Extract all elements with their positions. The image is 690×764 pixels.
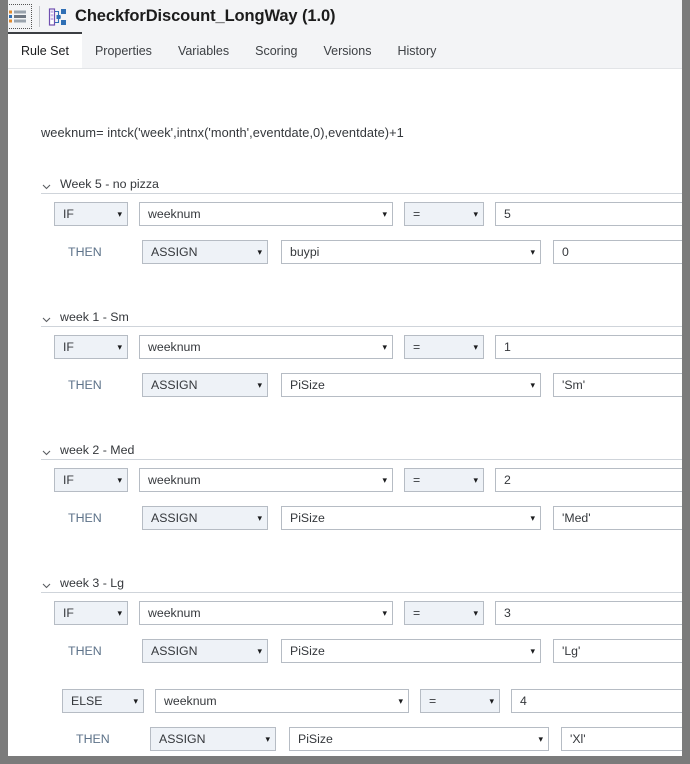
condition-value-input-1[interactable] bbox=[495, 335, 682, 359]
action-keyword-label-0: THEN bbox=[68, 245, 102, 259]
action-verb-label: ASSIGN bbox=[151, 378, 198, 392]
chevron-down-icon: ▾ bbox=[382, 474, 387, 485]
action-verb-select-3[interactable] bbox=[142, 639, 268, 663]
action-verb-label: ASSIGN bbox=[151, 245, 198, 259]
chevron-down-icon: ▾ bbox=[530, 512, 535, 523]
group-header-3[interactable] bbox=[41, 574, 682, 592]
tab-properties[interactable] bbox=[82, 33, 165, 68]
action-value-text: 'Sm' bbox=[562, 378, 586, 392]
action-value-text: 'Med' bbox=[562, 511, 591, 525]
tab-versions[interactable] bbox=[311, 33, 385, 68]
condition-value-input-3[interactable] bbox=[495, 601, 682, 625]
action-value-input-0[interactable] bbox=[553, 240, 682, 264]
chevron-down-icon: ▾ bbox=[257, 379, 262, 390]
page-title: CheckforDiscount_LongWay (1.0) bbox=[75, 7, 336, 25]
condition-operator-select-3[interactable] bbox=[404, 601, 484, 625]
else-value-text: 4 bbox=[520, 694, 527, 708]
chevron-down-icon bbox=[41, 578, 52, 589]
rule-canvas bbox=[8, 69, 682, 756]
condition-operand-label: weeknum bbox=[148, 606, 201, 620]
else-action-value-input-3[interactable] bbox=[561, 727, 682, 751]
condition-value-input-0[interactable] bbox=[495, 202, 682, 226]
condition-operand-label: weeknum bbox=[148, 340, 201, 354]
condition-operand-label: weeknum bbox=[148, 473, 201, 487]
condition-operand-select-2[interactable] bbox=[139, 468, 393, 492]
chevron-down-icon bbox=[41, 445, 52, 456]
tab-rule-set[interactable] bbox=[8, 32, 82, 68]
chevron-down-icon bbox=[41, 179, 52, 190]
tab-variables[interactable] bbox=[165, 33, 242, 68]
action-row-0 bbox=[68, 240, 682, 264]
condition-keyword-label: IF bbox=[63, 207, 74, 221]
chevron-down-icon: ▾ bbox=[117, 474, 122, 485]
action-target-select-3[interactable] bbox=[281, 639, 541, 663]
action-keyword-label-1: THEN bbox=[68, 378, 102, 392]
condition-operator-label: = bbox=[413, 473, 421, 487]
condition-keyword-label: IF bbox=[63, 340, 74, 354]
group-title: week 1 - Sm bbox=[60, 310, 129, 324]
chevron-down-icon: ▾ bbox=[530, 246, 535, 257]
condition-keyword-label: IF bbox=[63, 606, 74, 620]
else-keyword-label: ELSE bbox=[71, 694, 103, 708]
tab-label: Scoring bbox=[255, 43, 298, 58]
condition-keyword-select-1[interactable] bbox=[54, 335, 128, 359]
action-target-label: buypi bbox=[290, 245, 320, 259]
action-verb-select-1[interactable] bbox=[142, 373, 268, 397]
condition-value-input-2[interactable] bbox=[495, 468, 682, 492]
chevron-down-icon: ▾ bbox=[382, 607, 387, 618]
chevron-down-icon: ▾ bbox=[398, 695, 403, 706]
chevron-down-icon: ▾ bbox=[265, 733, 270, 744]
chevron-down-icon: ▾ bbox=[117, 341, 122, 352]
condition-keyword-label: IF bbox=[63, 473, 74, 487]
chevron-down-icon: ▾ bbox=[530, 645, 535, 656]
condition-operator-select-0[interactable] bbox=[404, 202, 484, 226]
chevron-down-icon: ▾ bbox=[473, 208, 478, 219]
group-title: Week 5 - no pizza bbox=[60, 177, 159, 191]
condition-value-text: 1 bbox=[504, 340, 511, 354]
chevron-down-icon: ▾ bbox=[257, 246, 262, 257]
action-verb-select-0[interactable] bbox=[142, 240, 268, 264]
condition-operand-select-1[interactable] bbox=[139, 335, 393, 359]
condition-operator-select-2[interactable] bbox=[404, 468, 484, 492]
action-target-label: PiSize bbox=[290, 378, 325, 392]
chevron-down-icon: ▾ bbox=[473, 474, 478, 485]
action-value-text: 0 bbox=[562, 245, 569, 259]
group-divider-0 bbox=[41, 193, 682, 194]
tab-label: History bbox=[397, 43, 437, 58]
condition-operator-select-1[interactable] bbox=[404, 335, 484, 359]
action-target-select-1[interactable] bbox=[281, 373, 541, 397]
chevron-down-icon: ▾ bbox=[382, 208, 387, 219]
condition-value-text: 2 bbox=[504, 473, 511, 487]
action-verb-label: ASSIGN bbox=[151, 511, 198, 525]
else-action-target-select-3[interactable] bbox=[289, 727, 549, 751]
chevron-down-icon bbox=[41, 312, 52, 323]
chevron-down-icon: ▾ bbox=[257, 645, 262, 656]
action-keyword-label-3: THEN bbox=[68, 644, 102, 658]
tab-label: Properties bbox=[94, 43, 152, 58]
action-target-label: PiSize bbox=[290, 511, 325, 525]
else-action-target-label: PiSize bbox=[298, 732, 333, 746]
action-verb-select-2[interactable] bbox=[142, 506, 268, 530]
action-value-input-1[interactable] bbox=[553, 373, 682, 397]
toolbar-divider bbox=[39, 6, 40, 27]
action-row-1 bbox=[68, 373, 682, 397]
else-value-input-3[interactable] bbox=[511, 689, 682, 713]
rule-editor-window bbox=[8, 0, 682, 756]
chevron-down-icon: ▾ bbox=[133, 695, 138, 706]
chevron-down-icon: ▾ bbox=[117, 607, 122, 618]
list-icon-glyph bbox=[9, 10, 26, 23]
tab-history[interactable] bbox=[384, 33, 449, 68]
tab-label: Versions bbox=[323, 43, 372, 58]
condition-operator-label: = bbox=[413, 207, 421, 221]
else-operator-label: = bbox=[429, 694, 437, 708]
else-action-verb-select-3[interactable] bbox=[150, 727, 276, 751]
formula-expression: weeknum= intck('week',intnx('month',eventdate,0),eventdate)+1 bbox=[41, 125, 404, 140]
list-icon[interactable] bbox=[8, 5, 31, 28]
tab-label: Variables bbox=[177, 43, 230, 58]
group-divider-3 bbox=[41, 592, 682, 593]
title-bar bbox=[8, 0, 682, 33]
condition-operator-label: = bbox=[413, 606, 421, 620]
chevron-down-icon: ▾ bbox=[489, 695, 494, 706]
condition-row-3 bbox=[54, 601, 682, 625]
ruleset-icon bbox=[48, 7, 68, 27]
else-action-keyword-label-3: THEN bbox=[76, 732, 110, 746]
chevron-down-icon: ▾ bbox=[530, 379, 535, 390]
condition-value-text: 5 bbox=[504, 207, 511, 221]
condition-row-2 bbox=[54, 468, 682, 492]
action-row-2 bbox=[68, 506, 682, 530]
condition-row-0 bbox=[54, 202, 682, 226]
else-operand-label: weeknum bbox=[164, 694, 217, 708]
else-action-verb-label: ASSIGN bbox=[159, 732, 206, 746]
action-target-select-0[interactable] bbox=[281, 240, 541, 264]
group-title: week 3 - Lg bbox=[60, 576, 125, 590]
condition-keyword-select-3[interactable] bbox=[54, 601, 128, 625]
action-target-label: PiSize bbox=[290, 644, 325, 658]
else-operator-select-3[interactable] bbox=[420, 689, 500, 713]
else-action-value-text: 'Xl' bbox=[570, 732, 586, 746]
group-header-2[interactable] bbox=[41, 441, 682, 459]
action-keyword-label-2: THEN bbox=[68, 511, 102, 525]
chevron-down-icon: ▾ bbox=[473, 341, 478, 352]
condition-keyword-select-0[interactable] bbox=[54, 202, 128, 226]
chevron-down-icon: ▾ bbox=[117, 208, 122, 219]
else-action-row-3 bbox=[76, 727, 682, 751]
chevron-down-icon: ▾ bbox=[257, 512, 262, 523]
chevron-down-icon: ▾ bbox=[382, 341, 387, 352]
else-keyword-select-3[interactable] bbox=[62, 689, 144, 713]
tab-scoring[interactable] bbox=[242, 33, 310, 68]
action-value-input-2[interactable] bbox=[553, 506, 682, 530]
action-row-3 bbox=[68, 639, 682, 663]
chevron-down-icon: ▾ bbox=[473, 607, 478, 618]
group-divider-1 bbox=[41, 326, 682, 327]
else-condition-row-3 bbox=[62, 689, 682, 713]
group-divider-2 bbox=[41, 459, 682, 460]
action-target-select-2[interactable] bbox=[281, 506, 541, 530]
condition-operator-label: = bbox=[413, 340, 421, 354]
tab-bar bbox=[8, 33, 682, 69]
group-header-1[interactable] bbox=[41, 308, 682, 326]
tab-label: Rule Set bbox=[21, 44, 69, 58]
condition-operand-select-3[interactable] bbox=[139, 601, 393, 625]
condition-operand-label: weeknum bbox=[148, 207, 201, 221]
action-verb-label: ASSIGN bbox=[151, 644, 198, 658]
group-title: week 2 - Med bbox=[60, 443, 135, 457]
condition-keyword-select-2[interactable] bbox=[54, 468, 128, 492]
group-header-0[interactable] bbox=[41, 175, 682, 193]
condition-value-text: 3 bbox=[504, 606, 511, 620]
else-operand-select-3[interactable] bbox=[155, 689, 409, 713]
action-value-text: 'Lg' bbox=[562, 644, 581, 658]
condition-operand-select-0[interactable] bbox=[139, 202, 393, 226]
condition-row-1 bbox=[54, 335, 682, 359]
action-value-input-3[interactable] bbox=[553, 639, 682, 663]
chevron-down-icon: ▾ bbox=[538, 733, 543, 744]
